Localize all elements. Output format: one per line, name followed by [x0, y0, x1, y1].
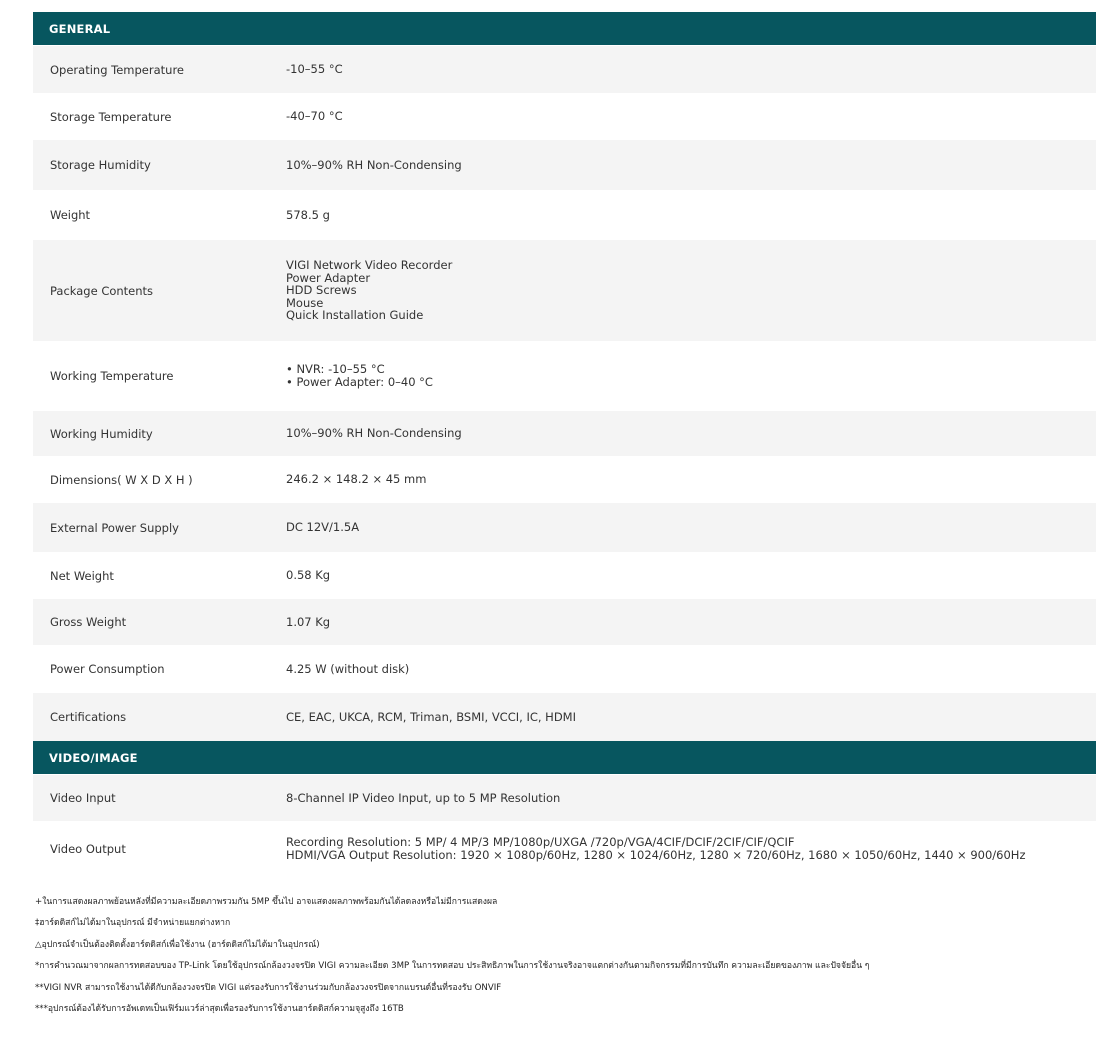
spec-value-line: Mouse: [286, 295, 324, 310]
spec-value: [286, 663, 1096, 676]
spec-value-line: HDD Screws: [286, 283, 357, 298]
spec-value: [286, 521, 1096, 534]
spec-value: [286, 209, 1096, 222]
spec-value-line: 10%–90% RH Non-Condensing: [286, 157, 462, 172]
spec-label: Package Contents: [50, 283, 154, 298]
spec-value-line: HDMI/VGA Output Resolution: 1920 × 1080p/60Hz, 1280 × 1024/60Hz, 1280 × 720/60Hz, 1680 × 1050/60Hz, 1440 × 900/60Hz: [286, 848, 1026, 862]
spec-value-line: 246.2 × 148.2 × 45 mm: [286, 472, 427, 487]
spec-value-line: -10–55 °C: [286, 62, 343, 77]
spec-label: Working Humidity: [50, 426, 153, 441]
spec-row: [33, 45, 1096, 93]
spec-value: [286, 427, 1096, 440]
footnote: *การคำนวณมาจากผลการทดสอบของ TP-Link โดยใช้อุปกรณ์กล้องวงจรปิด VIGI ความละเอียด 3MP ในการทดสอบ ประสิทธิภาพในการใช้งานจริงอาจแตกต่างกันตามกิจกรรมที่มีการบันทึก ความละเอียดของภาพ และปัจจัยอื่น ๆ: [35, 961, 870, 972]
spec-value-line: 578.5 g: [286, 207, 330, 222]
spec-label: External Power Supply: [50, 520, 179, 535]
spec-row: [33, 774, 1096, 821]
spec-value-line: Quick Installation Guide: [286, 308, 424, 323]
spec-value: [286, 363, 1096, 388]
spec-label: Power Consumption: [50, 662, 165, 676]
spec-label: Working Temperature: [50, 369, 174, 383]
spec-row: [33, 341, 1096, 410]
spec-value: [286, 473, 1096, 486]
spec-value-line: Recording Resolution: 5 MP/ 4 MP/3 MP/1080p/UXGA /720p/VGA/4CIF/DCIF/2CIF/CIF/QCIF: [286, 835, 795, 850]
spec-value-line: 1.07 Kg: [286, 614, 331, 629]
video-rows: [33, 774, 1096, 876]
spec-value: [286, 616, 1096, 629]
spec-row: [33, 93, 1096, 139]
spec-label: Gross Weight: [50, 615, 127, 629]
spec-value-line: 10%–90% RH Non-Condensing: [286, 426, 462, 441]
spec-value: [286, 792, 1096, 805]
spec-row: [33, 645, 1096, 692]
spec-label: Video Input: [50, 791, 116, 805]
spec-value: [286, 63, 1096, 76]
spec-value: [286, 259, 1096, 322]
spec-value-line: 0.58 Kg: [286, 568, 331, 583]
spec-value: [286, 110, 1096, 123]
spec-label: Dimensions( W X D X H ): [50, 472, 193, 487]
footnote: +ในการแสดงผลภาพย้อนหลังที่มีความละเอียดภาพรวมกัน 5MP ขึ้นไป อาจแสดงผลภาพพร้อมกันได้ลดลงหรือไม่มีการแสดงผล: [35, 897, 498, 907]
section-header-general: GENERAL: [33, 12, 1096, 45]
spec-row: [33, 502, 1096, 552]
footnote: △อุปกรณ์จำเป็นต้องติดตั้งฮาร์ดดิสก์เพื่อใช้งาน (ฮาร์ดดิสก์ไม่ได้มาในอุปกรณ์): [35, 939, 320, 950]
spec-value-line: -40–70 °C: [286, 109, 343, 124]
spec-row: [33, 190, 1096, 239]
spec-value-line: • Power Adapter: 0–40 °C: [286, 375, 433, 389]
spec-value: [286, 569, 1096, 582]
spec-row: [33, 821, 1096, 876]
footnotes: [33, 896, 1096, 1024]
spec-row: [33, 692, 1096, 741]
spec-value-line: Power Adapter: [286, 270, 371, 285]
footnote: ***อุปกรณ์ต้องได้รับการอัพเดทเป็นเฟิร์มแวร์ล่าสุดเพื่อรองรับการใช้งานฮาร์ดดิสก์ความจุสูงถึง 16TB: [35, 1003, 404, 1014]
spec-label: Operating Temperature: [50, 62, 184, 77]
spec-value: [286, 711, 1096, 724]
spec-row: [33, 598, 1096, 645]
spec-row: [33, 239, 1096, 341]
spec-table: [33, 12, 1096, 876]
spec-row: [33, 552, 1096, 598]
section-header-video: VIDEO/IMAGE: [33, 741, 1096, 774]
spec-value: [286, 836, 1096, 861]
spec-label: Storage Humidity: [50, 158, 151, 172]
spec-value-line: 4.25 W (without disk): [286, 661, 410, 676]
spec-row: [33, 410, 1096, 456]
footnote: **VIGI NVR สามารถใช้งานได้ดีกับกล้องวงจรปิด VIGI แต่รองรับการใช้งานร่วมกับกล้องวงจรปิดจากแบรนด์อื่นที่รองรับ ONVIF: [35, 982, 502, 993]
spec-value-line: VIGI Network Video Recorder: [286, 258, 453, 273]
spec-value: [286, 159, 1096, 172]
spec-label: Video Output: [50, 842, 126, 856]
general-rows: [33, 45, 1096, 741]
spec-label: Certifications: [50, 710, 127, 724]
spec-row: [33, 139, 1096, 190]
footnote: ‡ฮาร์ดดิสก์ไม่ได้มาในอุปกรณ์ มีจำหน่ายแยกต่างหาก: [35, 918, 231, 929]
spec-label: Storage Temperature: [50, 109, 172, 124]
spec-value-line: 8-Channel IP Video Input, up to 5 MP Resolution: [286, 790, 561, 805]
spec-value-line: DC 12V/1.5A: [286, 520, 360, 535]
spec-label: Weight: [50, 208, 91, 222]
spec-row: [33, 456, 1096, 502]
spec-value-line: CE, EAC, UKCA, RCM, Triman, BSMI, VCCI, IC, HDMI: [286, 709, 576, 724]
spec-value-line: • NVR: -10–55 °C: [286, 362, 385, 377]
spec-label: Net Weight: [50, 568, 114, 583]
